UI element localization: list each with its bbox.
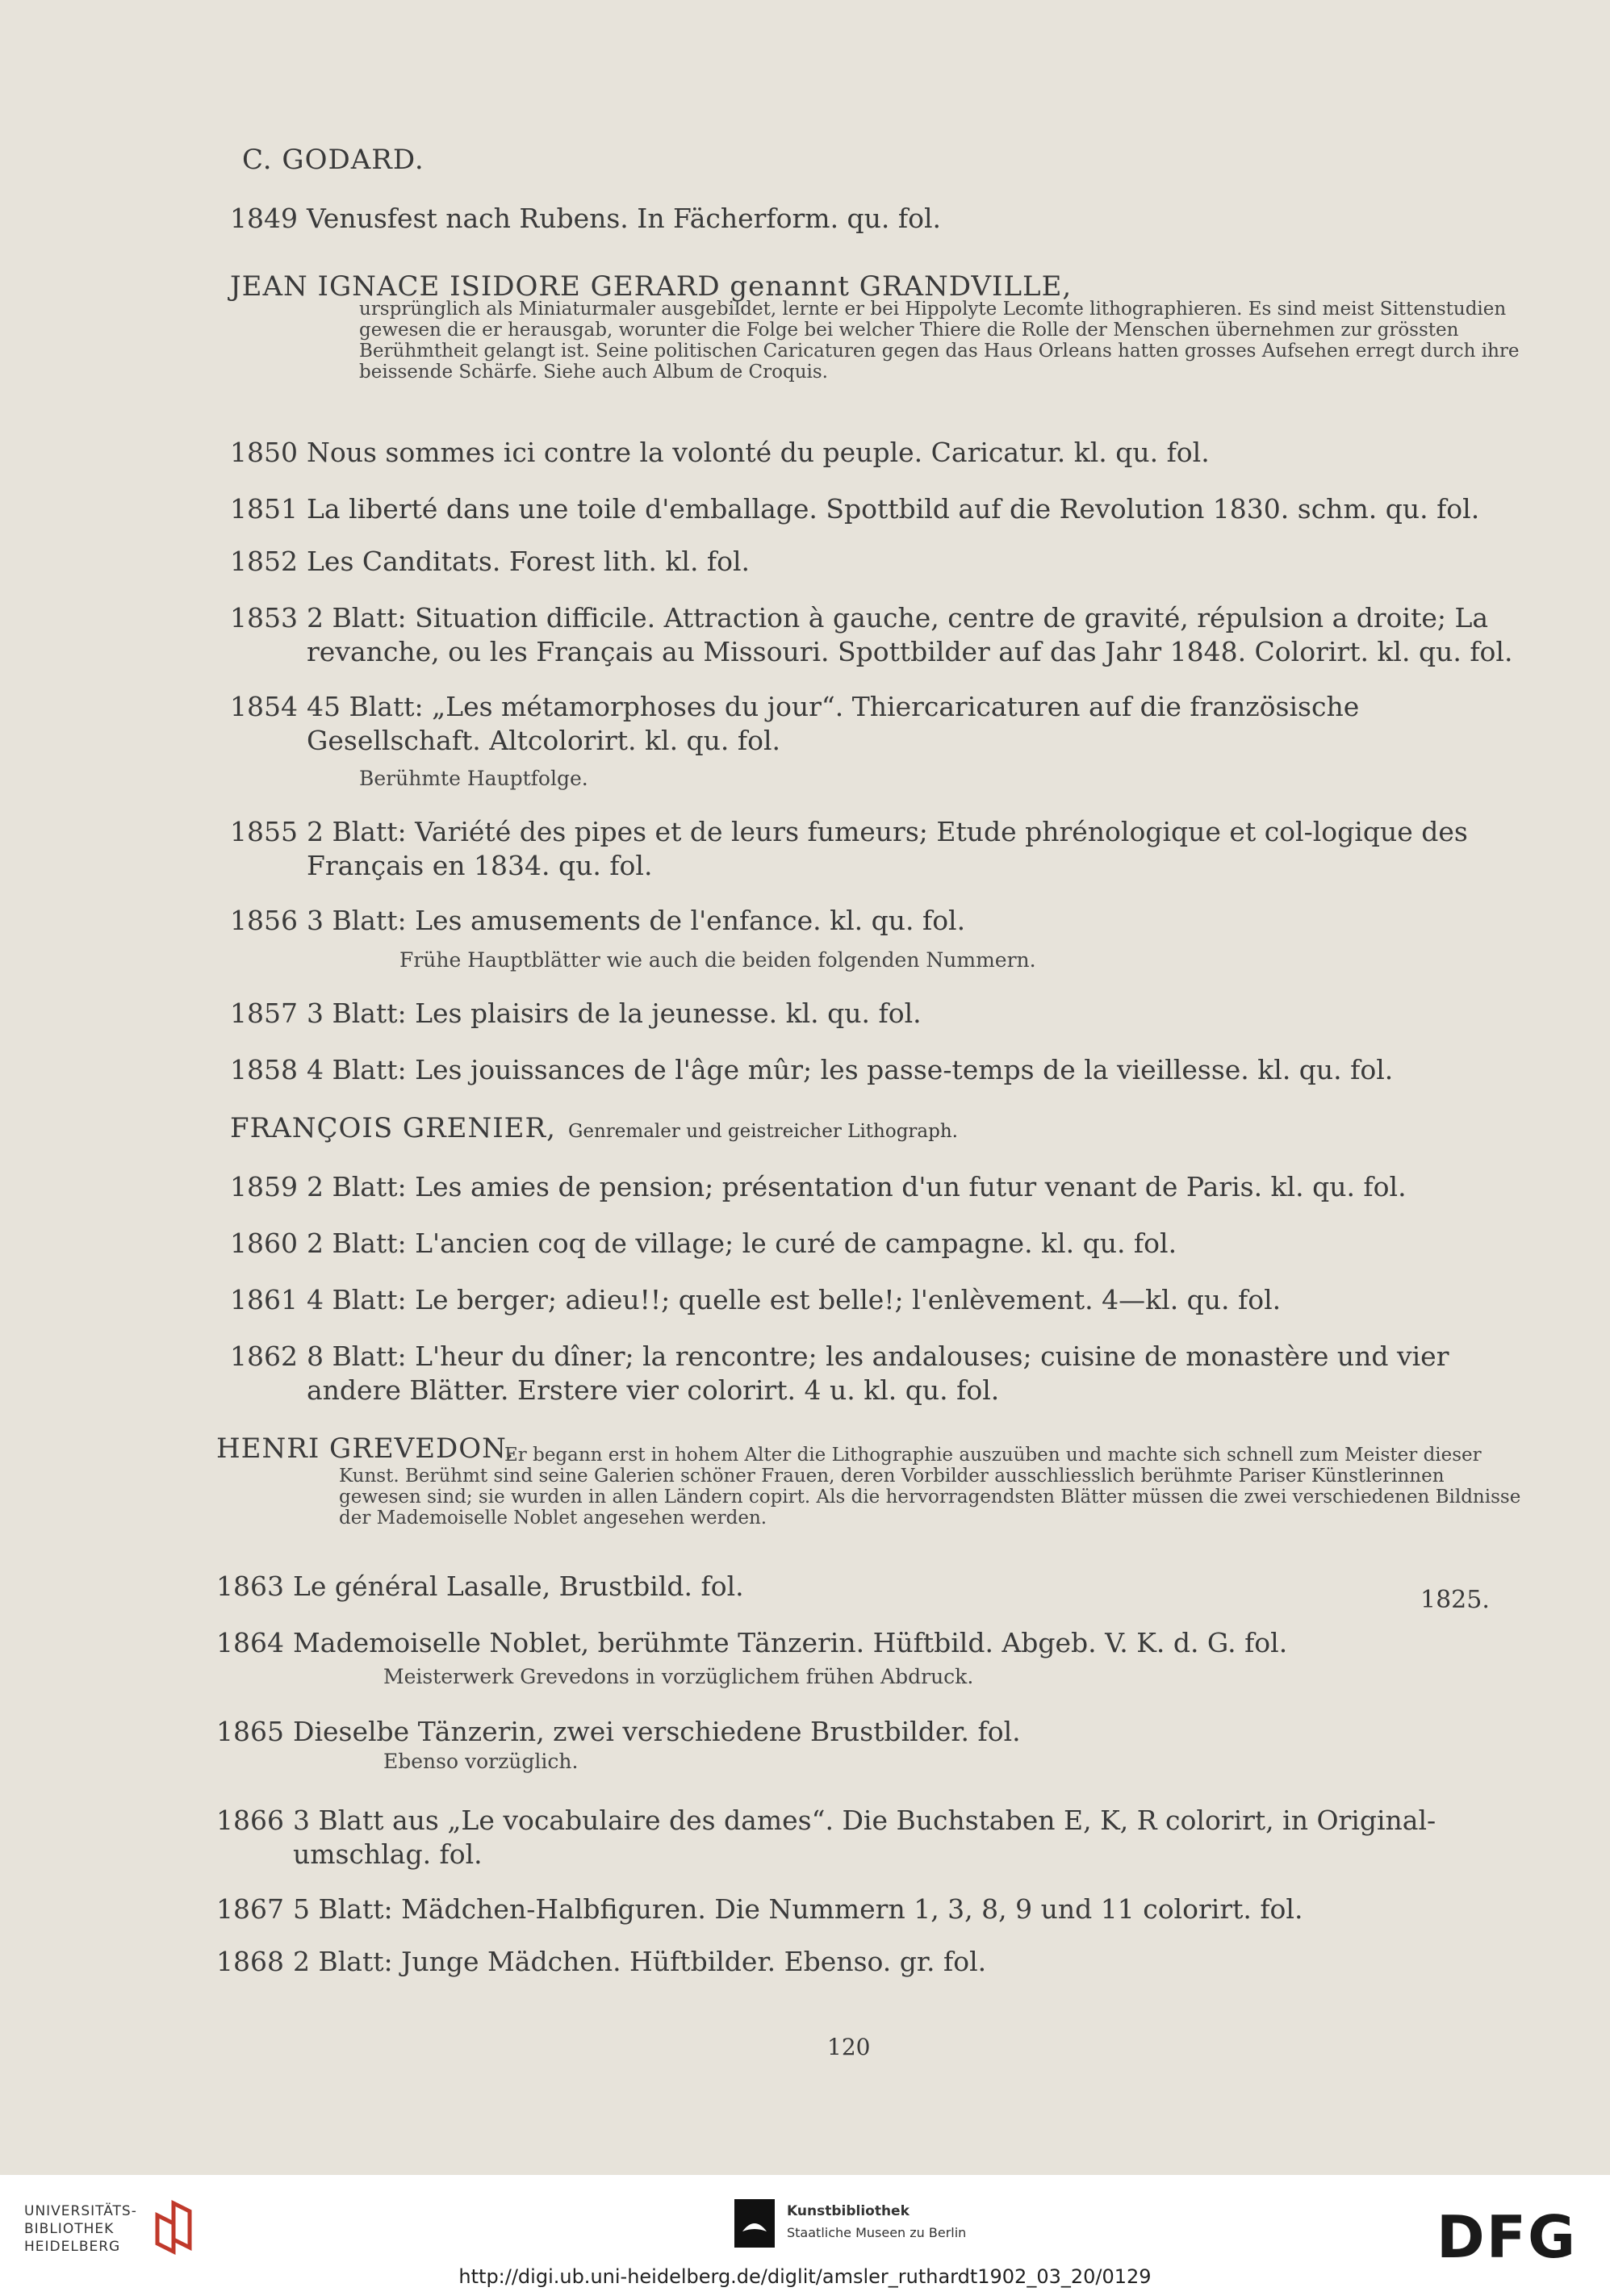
library-name-line-2: BIBLIOTHEK — [24, 2221, 115, 2237]
entry-number: 1858 — [230, 1054, 298, 1085]
entry-number: 1866 — [216, 1805, 284, 1836]
library-name-line-1: UNIVERSITÄTS- — [24, 2203, 137, 2219]
entry-number: 1850 — [230, 437, 298, 468]
entry-text: 2 Blatt: Les amies de pension; présentation d'un futur venant de Paris. kl. qu. fol. — [307, 1171, 1407, 1202]
entry-text: 2 Blatt: Situation difficile. Attraction à gauche, centre de gravité, répulsion a droite; La revanche, ou les Français au Missouri. Spottbilder auf das Jahr 1848. Colorirt. kl. qu. fol. — [307, 602, 1513, 667]
entry-number: 1854 — [230, 691, 298, 722]
artist-heading-grandville: JEAN IGNACE ISIDORE GERARD genannt GRANDVILLE, — [230, 270, 1073, 303]
entry-number: 1867 — [216, 1893, 284, 1925]
artist-heading-grevedon: HENRI GREVEDON. — [216, 1432, 515, 1465]
entry-number: 1857 — [230, 997, 298, 1029]
entry-number: 1861 — [230, 1284, 298, 1315]
entry-text: Mademoiselle Noblet, berühmte Tänzerin. Hüftbild. Abgeb. V. K. d. G. fol. — [293, 1627, 1288, 1658]
entry-number: 1851 — [230, 493, 298, 525]
heidelberg-logo[interactable] — [24, 2203, 194, 2268]
artist-heading-grenier — [230, 1112, 958, 1144]
artist-name: FRANÇOIS GRENIER, — [230, 1112, 556, 1144]
entry-number: 1853 — [230, 602, 298, 634]
entry-text: Les Canditats. Forest lith. kl. fol. — [307, 546, 751, 577]
artist-bio-grandville: ursprünglich als Miniaturmaler ausgebildet, lernte er bei Hippolyte Lecomte lithographieren. Es sind meist Sittenstudien gewesen die er herausgab, worunter die Folge bei welcher Thiere die Rolle der Menschen übernehmen zur grössten Berühmtheit gelangt ist. Seine politischen Caricaturen gegen das Haus Orleans hatten grosses Aufsehen erregt durch ihre beissende Schärfe. Siehe auch Album de Croquis. — [359, 299, 1520, 383]
entry-text: Le général Lasalle, Brustbild. fol. — [293, 1570, 744, 1602]
entry-text: La liberté dans une toile d'emballage. Spottbild auf die Revolution 1830. schm. qu. fol. — [307, 493, 1480, 525]
heidelberg-emblem-icon — [149, 2199, 198, 2256]
page-url[interactable]: http://digi.ub.uni-heidelberg.de/diglit/amsler_ruthardt1902_03_20/0129 — [458, 2265, 1152, 2288]
entry-text: 2 Blatt: Variété des pipes et de leurs fumeurs; Etude phrénologique et col-logique des Français en 1834. qu. fol. — [307, 816, 1468, 881]
kb-subtitle: Staatliche Museen zu Berlin — [787, 2225, 967, 2240]
page-number: 120 — [827, 2034, 871, 2060]
entry-text: 4 Blatt: Les jouissances de l'âge mûr; les passe-temps de la vieillesse. kl. qu. fol. — [307, 1054, 1394, 1085]
entry-number: 1852 — [230, 546, 298, 577]
entry-number: 1864 — [216, 1627, 284, 1658]
entry-number: 1868 — [216, 1946, 284, 1977]
artist-bio-grevedon: Er begann erst in hohem Alter die Lithographie auszuüben und machte sich schnell zum Meister dieser Kunst. Berühmt sind seine Galerien schöner Frauen, deren Vorbilder ausschliesslich berühmte Pariser Künstlerinnen gewesen sind; sie wurden in allen Ländern copirt. Als die hervorragendsten Blätter müssen die zwei verschiedenen Bildnisse der Mademoiselle Noblet angesehen werden. — [339, 1445, 1521, 1529]
entry-text: 3 Blatt: Les plaisirs de la jeunesse. kl. qu. fol. — [307, 997, 922, 1029]
entry-number: 1849 — [230, 203, 298, 234]
artist-heading-godard: C. GODARD. — [242, 144, 424, 176]
entry-number: 1855 — [230, 816, 298, 847]
entry-note: Ebenso vorzüglich. — [383, 1750, 579, 1773]
library-name-line-3: HEIDELBERG — [24, 2239, 121, 2255]
entry-text: Venusfest nach Rubens. In Fächerform. qu. fol. — [307, 203, 942, 234]
entry-number: 1859 — [230, 1171, 298, 1202]
entry-number: 1856 — [230, 905, 298, 936]
entry-text: 5 Blatt: Mädchen-Halbfiguren. Die Nummern 1, 3, 8, 9 und 11 colorirt. fol. — [293, 1893, 1303, 1925]
artist-bio-grenier: Genremaler und geistreicher Lithograph. — [568, 1121, 958, 1142]
entry-number: 1865 — [216, 1716, 284, 1747]
entry-number: 1862 — [230, 1340, 298, 1372]
entry-year: 1825. — [1420, 1586, 1490, 1614]
entry-text: 3 Blatt: Les amusements de l'enfance. kl. qu. fol. — [307, 905, 966, 936]
entry-note: Frühe Hauptblätter wie auch die beiden folgenden Nummern. — [399, 948, 1036, 972]
entry-text: Dieselbe Tänzerin, zwei verschiedene Brustbilder. fol. — [293, 1716, 1021, 1747]
entry-text: 4 Blatt: Le berger; adieu!!; quelle est belle!; l'enlèvement. 4—kl. qu. fol. — [307, 1284, 1282, 1315]
entry-number: 1863 — [216, 1570, 284, 1602]
entry-number: 1860 — [230, 1227, 298, 1259]
entry-text: 2 Blatt: L'ancien coq de village; le curé de campagne. kl. qu. fol. — [307, 1227, 1177, 1259]
kb-title: Kunstbibliothek — [787, 2203, 910, 2219]
entry-text: 8 Blatt: L'heur du dîner; la rencontre; les andalouses; cuisine de monastère und vier andere Blätter. Erstere vier colorirt. 4 u. kl. qu. fol. — [307, 1340, 1449, 1406]
viewer-footer — [0, 2175, 1610, 2296]
entry-text: Nous sommes ici contre la volonté du peuple. Caricatur. kl. qu. fol. — [307, 437, 1210, 468]
entry-text: 3 Blatt aus „Le vocabulaire des dames“. Die Buchstaben E, K, R colorirt, in Original-umschlag. fol. — [293, 1805, 1436, 1870]
kunstbibliothek-logo[interactable] — [734, 2199, 1009, 2256]
entry-note: Meisterwerk Grevedons in vorzüglichem frühen Abdruck. — [383, 1665, 974, 1688]
entry-note: Berühmte Hauptfolge. — [359, 767, 588, 790]
dfg-logo[interactable]: DFG — [1436, 2203, 1578, 2271]
entry-text: 2 Blatt: Junge Mädchen. Hüftbilder. Ebenso. gr. fol. — [293, 1946, 987, 1977]
entry-text: 45 Blatt: „Les métamorphoses du jour“. Thiercaricaturen auf die französische Gesellschaft. Altcolorirt. kl. qu. fol. — [307, 691, 1360, 756]
eagle-icon — [734, 2199, 775, 2248]
